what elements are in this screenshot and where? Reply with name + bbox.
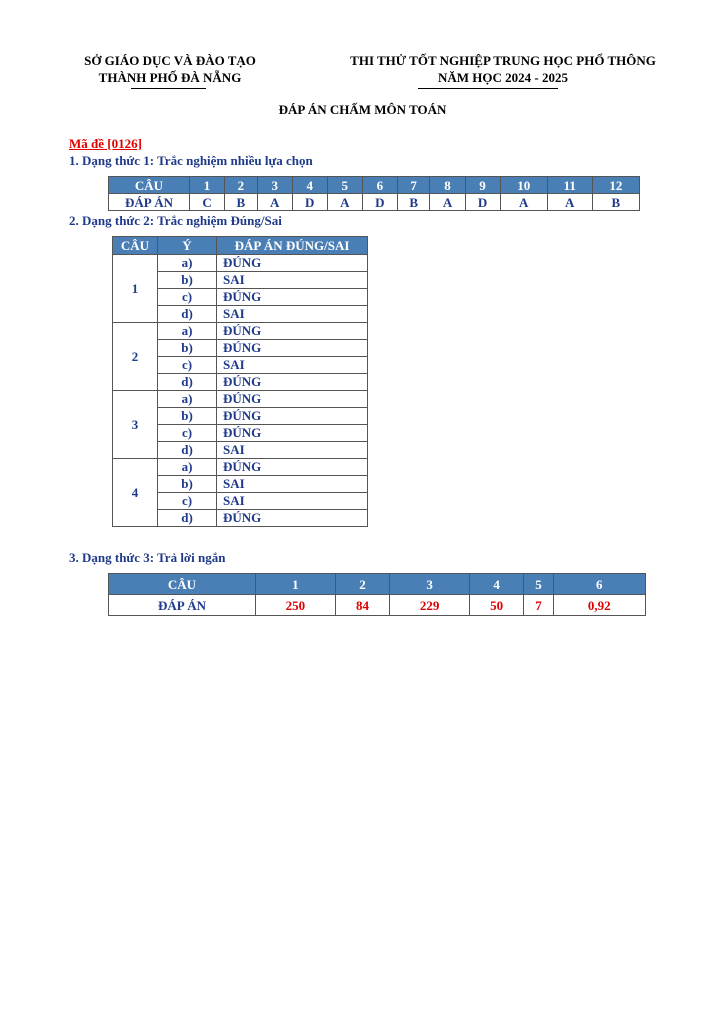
answer-row-label: ĐÁP ÁN	[109, 595, 256, 616]
answer-cell: C	[190, 194, 225, 211]
answer-cell: ĐÚNG	[217, 323, 368, 340]
answer-cell: ĐÚNG	[217, 289, 368, 306]
section2-heading: 2. Dạng thức 2: Trắc nghiệm Đúng/Sai	[69, 213, 282, 228]
item-label: d)	[158, 510, 217, 527]
col-header-item: Ý	[158, 237, 217, 255]
question-row	[109, 574, 646, 595]
question-number: 1	[190, 177, 225, 194]
page-title: ĐÁP ÁN CHẤM MÔN TOÁN	[278, 102, 447, 117]
item-label: c)	[158, 425, 217, 442]
answer-cell: 50	[469, 595, 523, 616]
question-number: 7	[397, 177, 430, 194]
header-underline-left	[131, 88, 206, 89]
exam-name: THI THỬ TỐT NGHIỆP TRUNG HỌC PHỔ THÔNG	[350, 53, 656, 68]
answer-cell: SAI	[217, 493, 368, 510]
answer-cell: ĐÚNG	[217, 408, 368, 425]
question-number: 12	[592, 177, 639, 194]
table-row	[113, 255, 368, 272]
answer-cell: A	[257, 194, 292, 211]
item-label: a)	[158, 459, 217, 476]
true-false-table	[112, 236, 368, 527]
item-label: d)	[158, 374, 217, 391]
section1-heading: 1. Dạng thức 1: Trắc nghiệm nhiều lựa chọn	[69, 153, 313, 168]
answer-cell: A	[547, 194, 592, 211]
department-name: SỞ GIÁO DỤC VÀ ĐÀO TẠO	[84, 53, 256, 68]
question-number: 3	[390, 574, 470, 595]
answer-cell: 7	[524, 595, 553, 616]
col-header-question: CÂU	[113, 237, 158, 255]
question-number: 3	[113, 391, 158, 459]
table-row	[113, 391, 368, 408]
answer-cell: 84	[335, 595, 389, 616]
question-number: 10	[500, 177, 547, 194]
item-label: a)	[158, 391, 217, 408]
question-number: 1	[256, 574, 336, 595]
question-number: 3	[257, 177, 292, 194]
section3-heading: 3. Dạng thức 3: Trả lời ngắn	[69, 550, 226, 565]
question-number: 4	[292, 177, 327, 194]
answer-cell: SAI	[217, 357, 368, 374]
answer-cell: 250	[256, 595, 336, 616]
question-number: 6	[362, 177, 397, 194]
answer-cell: ĐÚNG	[217, 425, 368, 442]
answer-cell: SAI	[217, 272, 368, 289]
table-row	[113, 459, 368, 476]
question-number: 9	[465, 177, 500, 194]
question-number: 8	[430, 177, 465, 194]
answer-cell: 0,92	[553, 595, 645, 616]
answer-cell: ĐÚNG	[217, 510, 368, 527]
answer-cell: B	[397, 194, 430, 211]
answer-cell: A	[327, 194, 362, 211]
item-label: c)	[158, 357, 217, 374]
item-label: d)	[158, 442, 217, 459]
question-number: 6	[553, 574, 645, 595]
answer-cell: SAI	[217, 476, 368, 493]
answer-cell: SAI	[217, 306, 368, 323]
item-label: b)	[158, 272, 217, 289]
question-row-label: CÂU	[109, 177, 190, 194]
answer-cell: ĐÚNG	[217, 255, 368, 272]
school-year: NĂM HỌC 2024 - 2025	[438, 70, 568, 85]
table-row	[113, 323, 368, 340]
col-header-answer: ĐÁP ÁN ĐÚNG/SAI	[217, 237, 368, 255]
item-label: a)	[158, 323, 217, 340]
answer-cell: ĐÚNG	[217, 459, 368, 476]
question-row	[109, 177, 640, 194]
answer-cell: D	[292, 194, 327, 211]
department-header	[60, 52, 280, 86]
multiple-choice-table	[108, 176, 640, 211]
question-number: 2	[335, 574, 389, 595]
item-label: c)	[158, 493, 217, 510]
item-label: c)	[158, 289, 217, 306]
item-label: b)	[158, 408, 217, 425]
exam-header	[322, 52, 684, 86]
item-label: b)	[158, 476, 217, 493]
item-label: d)	[158, 306, 217, 323]
city-name: THÀNH PHỐ ĐÀ NẴNG	[98, 70, 242, 85]
answer-cell: 229	[390, 595, 470, 616]
answer-cell: D	[362, 194, 397, 211]
question-number: 2	[225, 177, 258, 194]
question-number: 5	[524, 574, 553, 595]
question-number: 11	[547, 177, 592, 194]
answer-cell: ĐÚNG	[217, 374, 368, 391]
answer-cell: D	[465, 194, 500, 211]
answer-row	[109, 595, 646, 616]
answer-row	[109, 194, 640, 211]
answer-cell: ĐÚNG	[217, 340, 368, 357]
item-label: b)	[158, 340, 217, 357]
question-number: 1	[113, 255, 158, 323]
question-number: 4	[469, 574, 523, 595]
short-answer-table	[108, 573, 646, 616]
question-number: 4	[113, 459, 158, 527]
answer-row-label: ĐÁP ÁN	[109, 194, 190, 211]
header-underline-right	[418, 88, 558, 89]
table-header-row	[113, 237, 368, 255]
question-row-label: CÂU	[109, 574, 256, 595]
answer-cell: ĐÚNG	[217, 391, 368, 408]
answer-cell: A	[430, 194, 465, 211]
question-number: 5	[327, 177, 362, 194]
question-number: 2	[113, 323, 158, 391]
item-label: a)	[158, 255, 217, 272]
answer-cell: SAI	[217, 442, 368, 459]
answer-cell: B	[225, 194, 258, 211]
answer-cell: A	[500, 194, 547, 211]
answer-cell: B	[592, 194, 639, 211]
exam-code: Mã đề [0126]	[69, 136, 142, 151]
